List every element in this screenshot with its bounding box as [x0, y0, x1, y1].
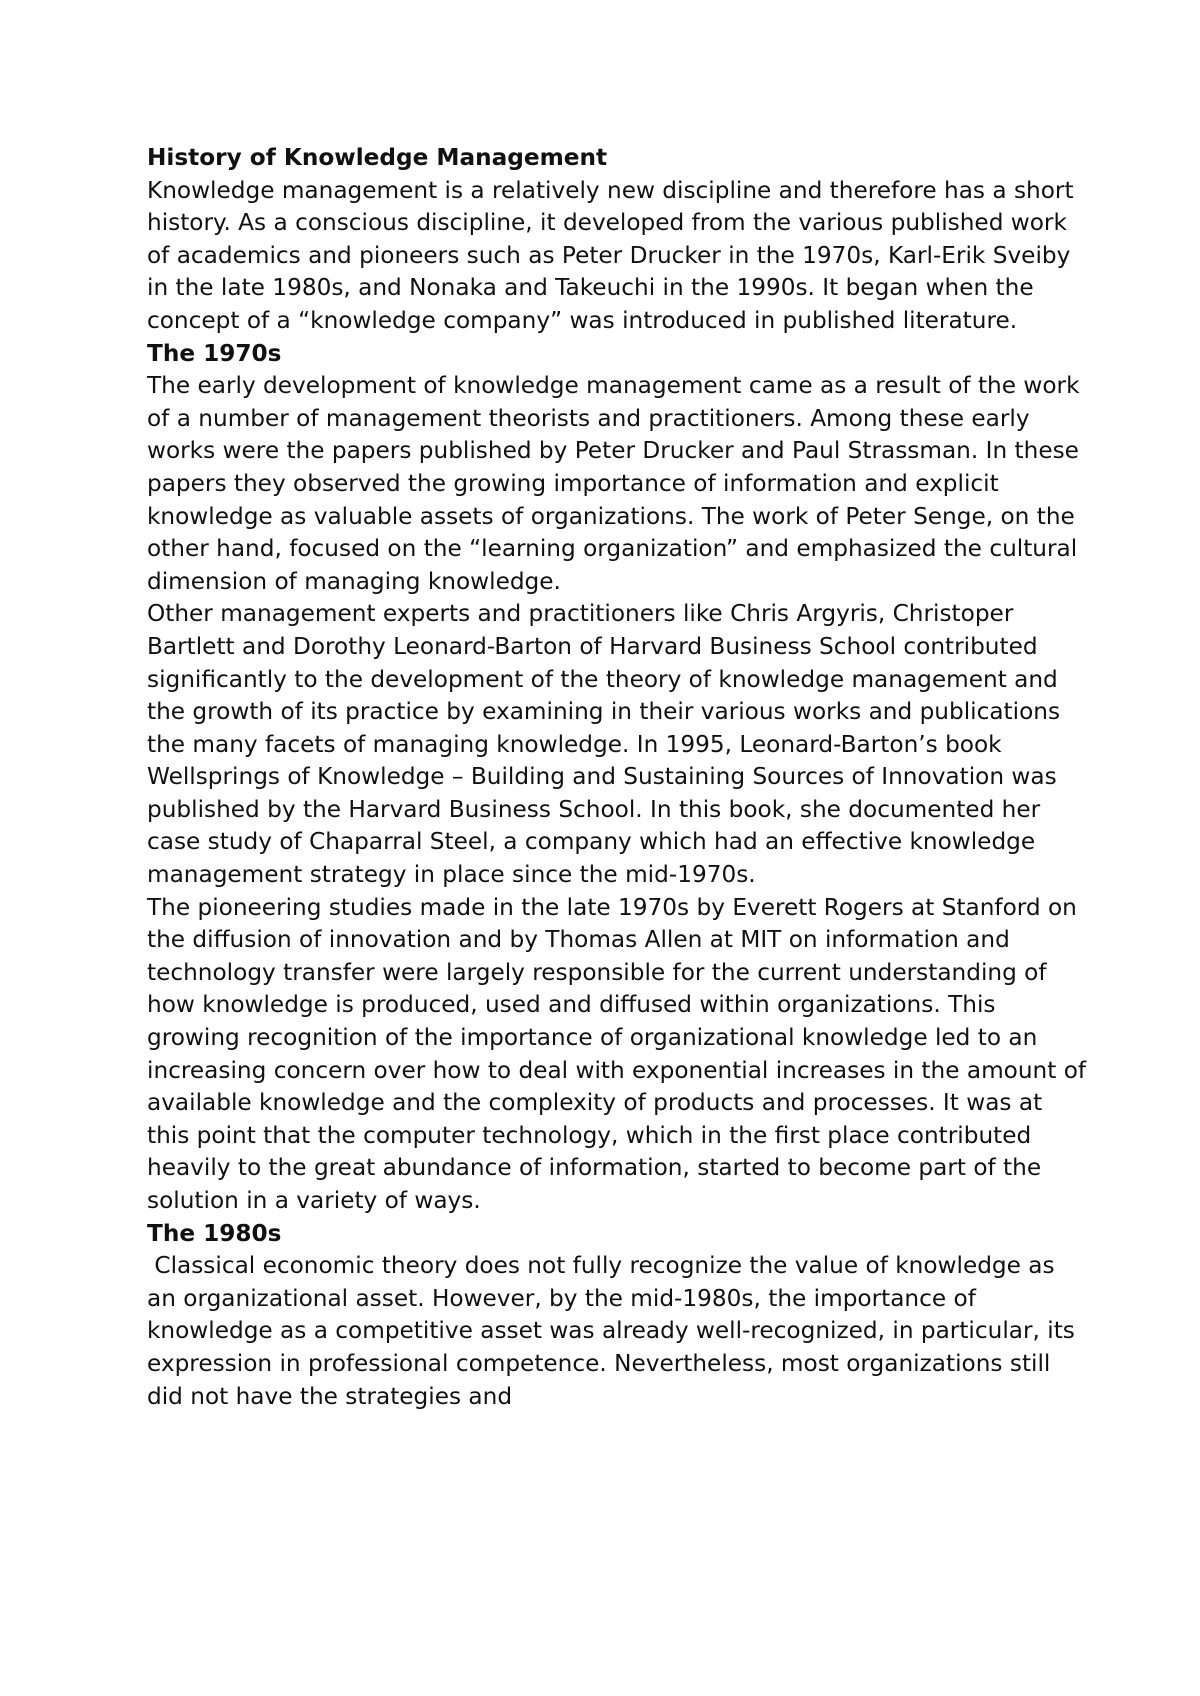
document-title: History of Knowledge Management	[147, 144, 608, 171]
paragraph-1970s-1: The early development of knowledge management came as a result of the work of a number of management theorists and practitioners. Among these early works were the papers published by Peter Drucker and Paul Strassman. In these papers they observed the growing importance of information and explicit knowledge as valuable assets of organizations. The work of Peter Senge, on the other hand, focused on the “learning organization” and emphasized the cultural dimension of managing knowledge.	[147, 372, 1087, 595]
section-heading-1980s: The 1980s	[147, 1219, 282, 1247]
document-page	[147, 142, 1094, 1413]
paragraph-1970s-3: The pioneering studies made in the late 1970s by Everett Rogers at Stanford on the diffusion of innovation and by Thomas Allen at MIT on information and technology transfer were largely responsible for the current understanding of how knowledge is produced, used and diffused within organizations. This growing recognition of the importance of organizational knowledge led to an increasing concern over how to deal with exponential increases in the amount of available knowledge and the complexity of products and processes. It was at this point that the computer technology, which in the first place contributed heavily to the great abundance of information, started to become part of the solution in a variety of ways.	[147, 893, 1094, 1214]
paragraph-1970s-2: Other management experts and practitioners like Chris Argyris, Christoper Bartlett and Dorothy Leonard-Barton of Harvard Business School contributed significantly to the development of the theory of knowledge management and the growth of its practice by examining in their various works and publications the many facets of managing knowledge. In 1995, Leonard-Barton’s book Wellsprings of Knowledge – Building and Sustaining Sources of Innovation was published by the Harvard Business School. In this book, she documented her case study of Chaparral Steel, a company which had an effective knowledge management strategy in place since the mid-1970s.	[147, 600, 1068, 889]
intro-paragraph: Knowledge management is a relatively new discipline and therefore has a short history. As a conscious discipline, it developed from the various published work of academics and pioneers such as Peter Drucker in the 1970s, Karl-Erik Sveiby in the late 1980s, and Nonaka and Takeuchi in the 1990s. It began when the concept of a “knowledge company” was introduced in published literature.	[147, 176, 1081, 334]
paragraph-1980s-1: Classical economic theory does not fully recognize the value of knowledge as an organizational asset. However, by the mid-1980s, the importance of knowledge as a competitive asset was already well-recognized, in particular, its expression in professional competence. Nevertheless, most organizations still did not have the strategies and	[147, 1252, 1083, 1410]
section-heading-1970s: The 1970s	[147, 339, 282, 367]
